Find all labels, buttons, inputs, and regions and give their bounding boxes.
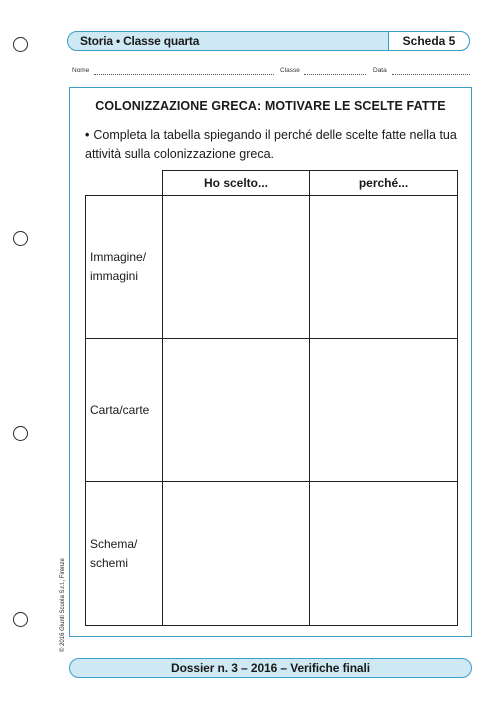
bullet-icon: •: [85, 128, 90, 142]
class-label: Classe: [280, 67, 300, 74]
worksheet-title: COLONIZZAZIONE GRECA: MOTIVARE LE SCELTE FATTE: [95, 99, 446, 113]
name-label: Nome: [72, 67, 90, 74]
answer-table: [85, 170, 458, 626]
sheet-number: Scheda 5: [402, 34, 456, 48]
binder-hole-1: [13, 37, 28, 52]
footer-text: Dossier n. 3 – 2016 – Verifiche finali: [171, 661, 370, 675]
header-ho-scelto: Ho scelto...: [163, 171, 310, 196]
date-label: Data: [373, 67, 387, 74]
row-label-line: Carta/carte: [90, 402, 150, 417]
sheet-number-box: [388, 31, 470, 51]
answer-cell-carte-reason[interactable]: [310, 339, 458, 482]
table-corner-cell: [86, 171, 163, 196]
binder-hole-2: [13, 231, 28, 246]
answer-cell-immagini-reason[interactable]: [310, 196, 458, 339]
table-row: [86, 482, 458, 626]
row-label-immagini: [86, 196, 163, 339]
footer-bar: [69, 658, 472, 678]
row-label-line: Schema/: [90, 536, 138, 551]
date-field[interactable]: [392, 74, 470, 75]
copyright-notice: © 2016 Giunti Scuola S.r.l., Firenze: [60, 558, 66, 652]
answer-cell-carte-choice[interactable]: [163, 339, 310, 482]
row-label-carte: [86, 339, 163, 482]
row-label-schemi: [86, 482, 163, 626]
row-label-line: immagini: [90, 269, 139, 283]
instruction-text: [85, 126, 460, 164]
table-header-row: [86, 171, 458, 196]
header-perche: perché...: [310, 171, 458, 196]
class-field[interactable]: [304, 74, 366, 75]
student-info-row: [72, 67, 470, 79]
table-row: [86, 339, 458, 482]
name-field[interactable]: [94, 74, 274, 75]
binder-hole-4: [13, 612, 28, 627]
answer-cell-schemi-reason[interactable]: [310, 482, 458, 626]
answer-cell-schemi-choice[interactable]: [163, 482, 310, 626]
header-bar: [67, 31, 470, 51]
answer-cell-immagini-choice[interactable]: [163, 196, 310, 339]
row-label-line: Immagine/: [90, 250, 147, 264]
binder-hole-3: [13, 426, 28, 441]
row-label-line: schemi: [90, 555, 129, 570]
instruction-body: Completa la tabella spiegando il perché delle scelte fatte nella tua attività sulla colonizzazione greca.: [85, 128, 457, 161]
worksheet-panel: [69, 87, 472, 637]
table-row: [86, 196, 458, 339]
header-subject: Storia • Classe quarta: [80, 34, 200, 48]
